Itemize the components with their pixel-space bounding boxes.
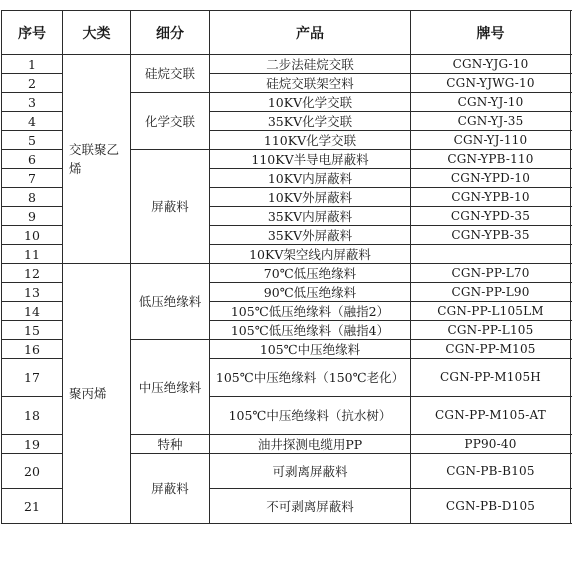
seq-cell: 9 [2, 207, 63, 226]
grade-cell: PP90-40 [411, 435, 571, 454]
seq-cell: 20 [2, 454, 63, 489]
seq-cell: 4 [2, 112, 63, 131]
product-cell: 105℃中压绝缘料 [210, 340, 411, 359]
grade-cell: CGN-YJ-35 [411, 112, 571, 131]
product-cell: 10KV内屏蔽料 [210, 169, 411, 188]
seq-cell: 11 [2, 245, 63, 264]
grade-cell: CGN-PP-M105-AT [411, 397, 571, 435]
seq-cell: 8 [2, 188, 63, 207]
product-cell: 35KV内屏蔽料 [210, 207, 411, 226]
subcategory-cell: 特种 [131, 435, 210, 454]
header-row [2, 11, 572, 55]
subcategory-cell: 中压绝缘料 [131, 340, 210, 435]
product-cell: 35KV外屏蔽料 [210, 226, 411, 245]
grade-cell [411, 245, 571, 264]
product-cell: 110KV化学交联 [210, 131, 411, 150]
product-cell: 可剥离屏蔽料 [210, 454, 411, 489]
grade-cell: CGN-PP-L105LM [411, 302, 571, 321]
major-category-cell: 交联聚乙烯 [63, 55, 131, 264]
product-cell: 10KV化学交联 [210, 93, 411, 112]
header-major-category: 大类 [63, 11, 131, 55]
seq-cell: 2 [2, 74, 63, 93]
subcategory-cell: 屏蔽料 [131, 150, 210, 264]
product-cell: 105℃中压绝缘料（抗水树） [210, 397, 411, 435]
seq-cell: 15 [2, 321, 63, 340]
product-cell: 二步法硅烷交联 [210, 55, 411, 74]
seq-cell: 16 [2, 340, 63, 359]
product-cell: 70℃低压绝缘料 [210, 264, 411, 283]
grade-cell: CGN-YPB-35 [411, 226, 571, 245]
grade-cell: CGN-PB-D105 [411, 489, 571, 524]
seq-cell: 21 [2, 489, 63, 524]
grade-cell: CGN-YJ-110 [411, 131, 571, 150]
grade-cell: CGN-YJG-10 [411, 55, 571, 74]
table-row [2, 264, 572, 283]
seq-cell: 7 [2, 169, 63, 188]
grade-cell: CGN-YPB-10 [411, 188, 571, 207]
seq-cell: 10 [2, 226, 63, 245]
subcategory-cell: 低压绝缘料 [131, 264, 210, 340]
seq-cell: 5 [2, 131, 63, 150]
grade-cell: CGN-PP-M105H [411, 359, 571, 397]
grade-cell: CGN-PP-L105 [411, 321, 571, 340]
subcategory-cell: 硅烷交联 [131, 55, 210, 93]
header-grade: 牌号 [411, 11, 571, 55]
grade-cell: CGN-PB-B105 [411, 454, 571, 489]
grade-cell: CGN-YJWG-10 [411, 74, 571, 93]
subcategory-cell: 屏蔽料 [131, 454, 210, 524]
seq-cell: 13 [2, 283, 63, 302]
product-cell: 35KV化学交联 [210, 112, 411, 131]
product-cell: 10KV外屏蔽料 [210, 188, 411, 207]
product-cell: 不可剥离屏蔽料 [210, 489, 411, 524]
subcategory-cell: 化学交联 [131, 93, 210, 150]
grade-cell: CGN-PP-M105 [411, 340, 571, 359]
seq-cell: 14 [2, 302, 63, 321]
header-product: 产品 [210, 11, 411, 55]
product-cell: 90℃低压绝缘料 [210, 283, 411, 302]
table-row [2, 55, 572, 74]
major-category-cell: 聚丙烯 [63, 264, 131, 524]
seq-cell: 12 [2, 264, 63, 283]
header-seq: 序号 [2, 11, 63, 55]
product-table-container [0, 10, 572, 566]
grade-cell: CGN-PP-L70 [411, 264, 571, 283]
seq-cell: 17 [2, 359, 63, 397]
grade-cell: CGN-YPD-10 [411, 169, 571, 188]
product-cell: 110KV半导电屏蔽料 [210, 150, 411, 169]
product-cell: 硅烷交联架空料 [210, 74, 411, 93]
grade-cell: CGN-PP-L90 [411, 283, 571, 302]
grade-cell: CGN-YPD-35 [411, 207, 571, 226]
product-cell: 10KV架空线内屏蔽料 [210, 245, 411, 264]
seq-cell: 3 [2, 93, 63, 112]
grade-cell: CGN-YJ-10 [411, 93, 571, 112]
seq-cell: 1 [2, 55, 63, 74]
grade-cell: CGN-YPB-110 [411, 150, 571, 169]
product-cell: 105℃低压绝缘料（融指4） [210, 321, 411, 340]
product-grade-table [1, 10, 572, 524]
product-cell: 油井探测电缆用PP [210, 435, 411, 454]
product-cell: 105℃中压绝缘料（150℃老化） [210, 359, 411, 397]
seq-cell: 18 [2, 397, 63, 435]
product-cell: 105℃低压绝缘料（融指2） [210, 302, 411, 321]
seq-cell: 19 [2, 435, 63, 454]
header-subcategory: 细分 [131, 11, 210, 55]
seq-cell: 6 [2, 150, 63, 169]
